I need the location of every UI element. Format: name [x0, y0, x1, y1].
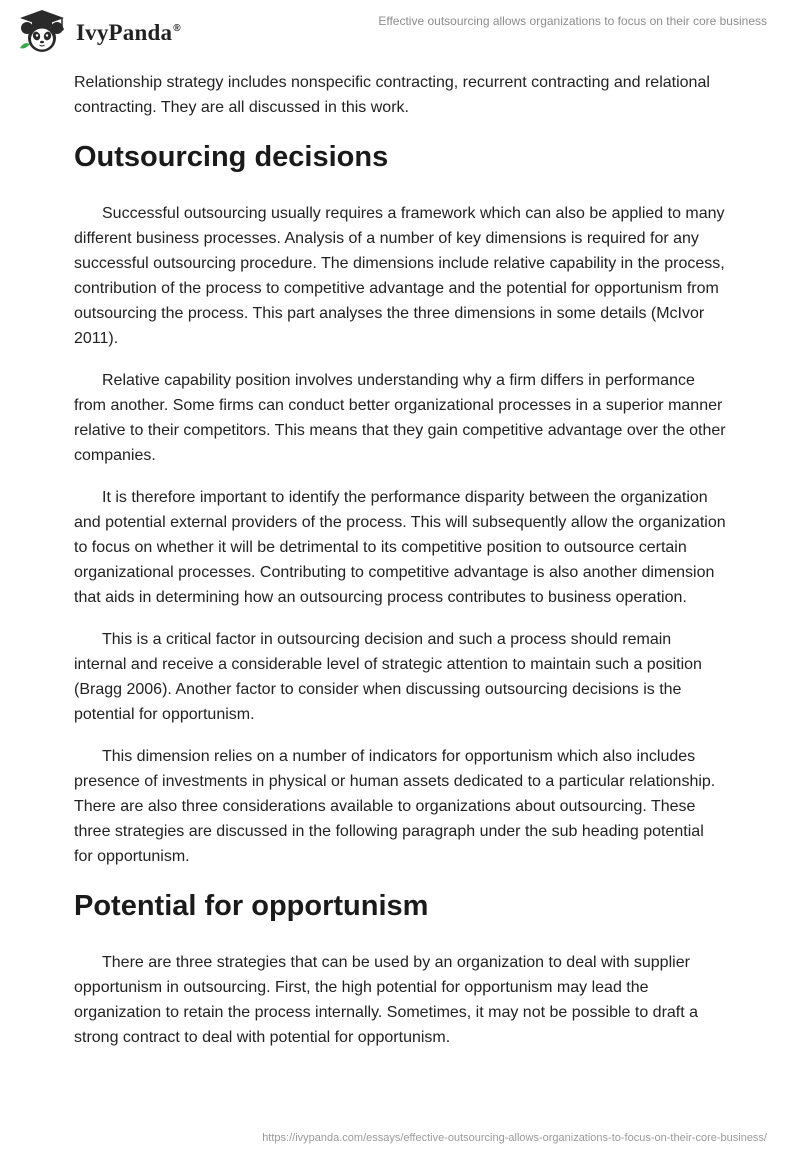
page-header — [0, 0, 800, 66]
brand-name: IvyPanda® — [76, 20, 181, 45]
paragraph: This dimension relies on a number of indicators for opportunism which also includes presence of investments in physical or human assets dedicated to a particular relationship. There are also three considerations available to organizations about outsourcing. These three strategies are discussed in the following paragraph under the sub heading potential for opportunism. — [74, 748, 716, 865]
section-heading-potential-for-opportunism: Potential for opportunism — [74, 890, 429, 922]
ivypanda-logo[interactable] — [14, 8, 181, 54]
panda-graduate-icon — [14, 8, 70, 54]
section-heading-outsourcing-decisions: Outsourcing decisions — [74, 141, 389, 173]
source-url[interactable]: https://ivypanda.com/essays/effective-outsourcing-allows-organizations-to-focus-on-their-core-business/ — [262, 1132, 767, 1144]
paragraph: There are three strategies that can be used by an organization to deal with supplier opportunism in outsourcing. First, the high potential for opportunism may lead the organization to retain the process internally. Sometimes, it may not be possible to draft a strong contract to deal with potential for opportunism. — [74, 954, 699, 1046]
intro-paragraph: Relationship strategy includes nonspecific contracting, recurrent contracting and relational contracting. They are all discussed in this work. — [74, 74, 710, 116]
paragraph: Successful outsourcing usually requires a framework which can also be applied to many different business processes. Analysis of a number of key dimensions is required for any successful outsourcing procedure. The dimensions include relative capability in the process, contribution of the process to competitive advantage and the potential for opportunism from outsourcing the process. This part analyses the three dimensions in some details (McIvor 2011). — [74, 205, 725, 347]
paragraph: This is a critical factor in outsourcing decision and such a process should remain internal and receive a considerable level of strategic attention to maintain such a position (Bragg 2006). Another factor to consider when discussing outsourcing decisions is the potential for opportunism. — [74, 631, 702, 723]
paragraph: Relative capability position involves understanding why a firm differs in performance from another. Some firms can conduct better organizational processes in a superior manner relative to their competitors. This means that they gain competitive advantage over the other companies. — [74, 372, 726, 464]
paragraph: It is therefore important to identify the performance disparity between the organization and potential external providers of the process. This will subsequently allow the organization to focus on whether it will be detrimental to its competitive position to outsource certain organizational processes. Contributing to competitive advantage is also another dimension that aids in determining how an outsourcing process contributes to business operation. — [74, 489, 726, 606]
article-body — [74, 70, 726, 1067]
essay-title: Effective outsourcing allows organizations to focus on their core business — [378, 14, 767, 28]
